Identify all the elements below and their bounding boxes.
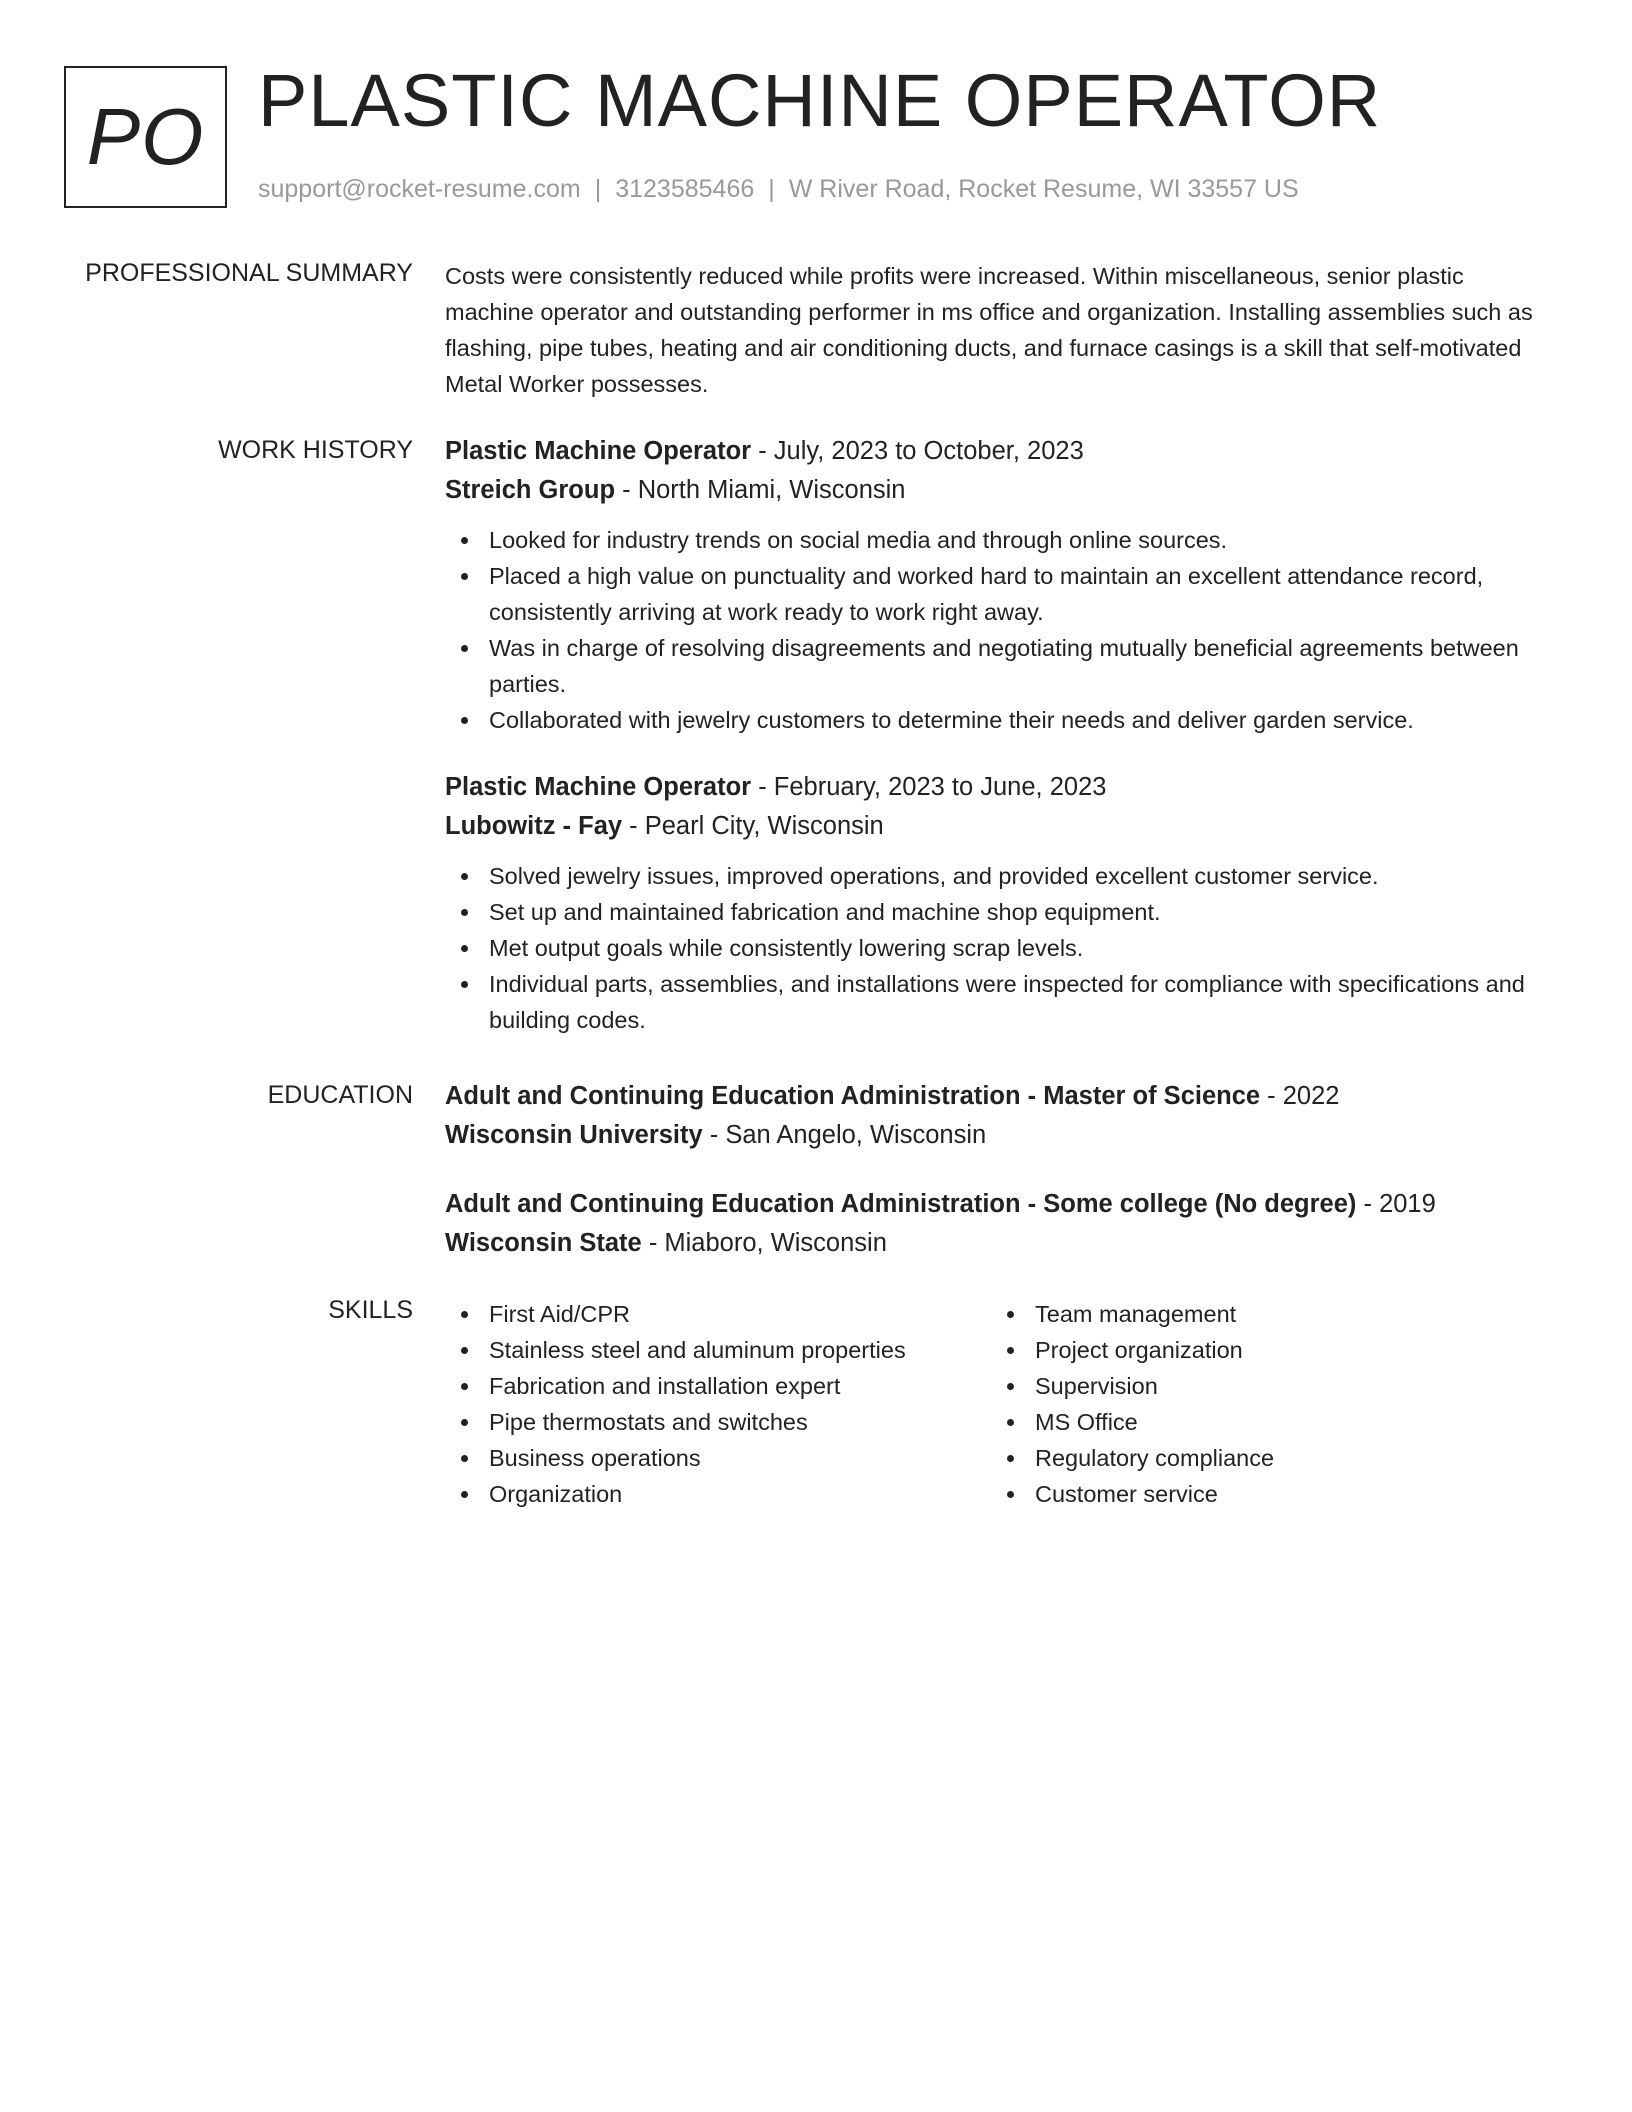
skills-body [445,1296,1555,1512]
job-bullet: Solved jewelry issues, improved operations, and provided excellent customer service. [445,858,1555,894]
job-bullet: Met output goals while consistently lowering scrap levels. [445,930,1555,966]
education-entry [445,1077,1555,1155]
job-bullet-list [445,522,1555,738]
skill-item: First Aid/CPR [445,1296,991,1332]
job-bullet: Set up and maintained fabrication and machine shop equipment. [445,894,1555,930]
education-year: - 2022 [1260,1082,1340,1110]
contact-line [258,175,1299,204]
job-company: Streich Group [445,476,616,504]
job-title: Plastic Machine Operator [445,773,752,801]
job-company: Lubowitz - Fay [445,812,623,840]
section-label-summary: PROFESSIONAL SUMMARY [85,259,413,287]
education-location: - Miaboro, Wisconsin [641,1229,887,1257]
skill-item: Pipe thermostats and switches [445,1404,991,1440]
contact-email[interactable]: support@rocket-resume.com [258,175,581,203]
skill-item: Supervision [991,1368,1537,1404]
skills-columns [445,1296,1555,1512]
job-title: Plastic Machine Operator [445,437,752,465]
education-school-line [445,1224,1555,1263]
education-location: - San Angelo, Wisconsin [702,1121,987,1149]
job-bullet: Looked for industry trends on social media and through online sources. [445,522,1555,558]
job-location: - North Miami, Wisconsin [615,476,906,504]
skill-item: Customer service [991,1476,1537,1512]
skill-item: Business operations [445,1440,991,1476]
summary-text: Costs were consistently reduced while profits were increased. Within miscellaneous, senior plastic machine operator and outstanding performer in ms office and organization. Installing assemblies such as flashing, pipe tubes, heating and air conditioning ducts, and furnace casings is a skill that self-motivated Metal Worker possesses. [445,263,1533,397]
work-history-body [445,432,1555,1068]
education-degree: Adult and Continuing Education Administration - Some college (No degree) [445,1190,1357,1218]
summary-body [445,258,1555,402]
skill-item: Regulatory compliance [991,1440,1537,1476]
job-title-line [445,768,1555,807]
education-school: Wisconsin University [445,1121,703,1149]
job-bullet: Was in charge of resolving disagreements and negotiating mutually beneficial agreements between parties. [445,630,1555,702]
skill-item: Project organization [991,1332,1537,1368]
skills-column-left [445,1296,991,1512]
skills-list-left [445,1296,991,1512]
job-bullet: Placed a high value on punctuality and worked hard to maintain an excellent attendance record, consistently arriving at work ready to work right away. [445,558,1555,630]
skills-list-right [991,1296,1537,1512]
job-dates: - July, 2023 to October, 2023 [751,437,1084,465]
skill-item: Fabrication and installation expert [445,1368,991,1404]
education-degree-line [445,1185,1555,1224]
section-label-work-history: WORK HISTORY [218,436,413,464]
skills-column-right [991,1296,1537,1512]
education-school: Wisconsin State [445,1229,642,1257]
job-entry [445,432,1555,738]
education-year: - 2019 [1356,1190,1436,1218]
contact-separator: | [594,175,602,203]
contact-address: W River Road, Rocket Resume, WI 33557 US [788,175,1299,203]
job-dates: - February, 2023 to June, 2023 [751,773,1107,801]
education-degree-line [445,1077,1555,1116]
section-label-education: EDUCATION [267,1081,413,1109]
job-bullet-list [445,858,1555,1038]
section-label-skills: SKILLS [328,1296,413,1324]
monogram-box [64,66,227,208]
job-entry [445,768,1555,1038]
job-bullet: Individual parts, assemblies, and installations were inspected for compliance with specifications and building codes. [445,966,1555,1038]
education-degree: Adult and Continuing Education Administration - Master of Science [445,1082,1261,1110]
education-entry [445,1185,1555,1263]
job-location: - Pearl City, Wisconsin [622,812,884,840]
job-company-line [445,807,1555,846]
skill-item: Stainless steel and aluminum properties [445,1332,991,1368]
monogram-initials: PO [86,92,205,181]
skill-item: MS Office [991,1404,1537,1440]
job-bullet: Collaborated with jewelry customers to determine their needs and deliver garden service. [445,702,1555,738]
education-school-line [445,1116,1555,1155]
job-title-line [445,432,1555,471]
resume-title: PLASTIC MACHINE OPERATOR [258,59,1382,142]
skill-item: Team management [991,1296,1537,1332]
contact-phone[interactable]: 3123585466 [615,175,755,203]
skill-item: Organization [445,1476,991,1512]
education-body [445,1077,1555,1293]
contact-separator: | [768,175,775,203]
job-company-line [445,471,1555,510]
